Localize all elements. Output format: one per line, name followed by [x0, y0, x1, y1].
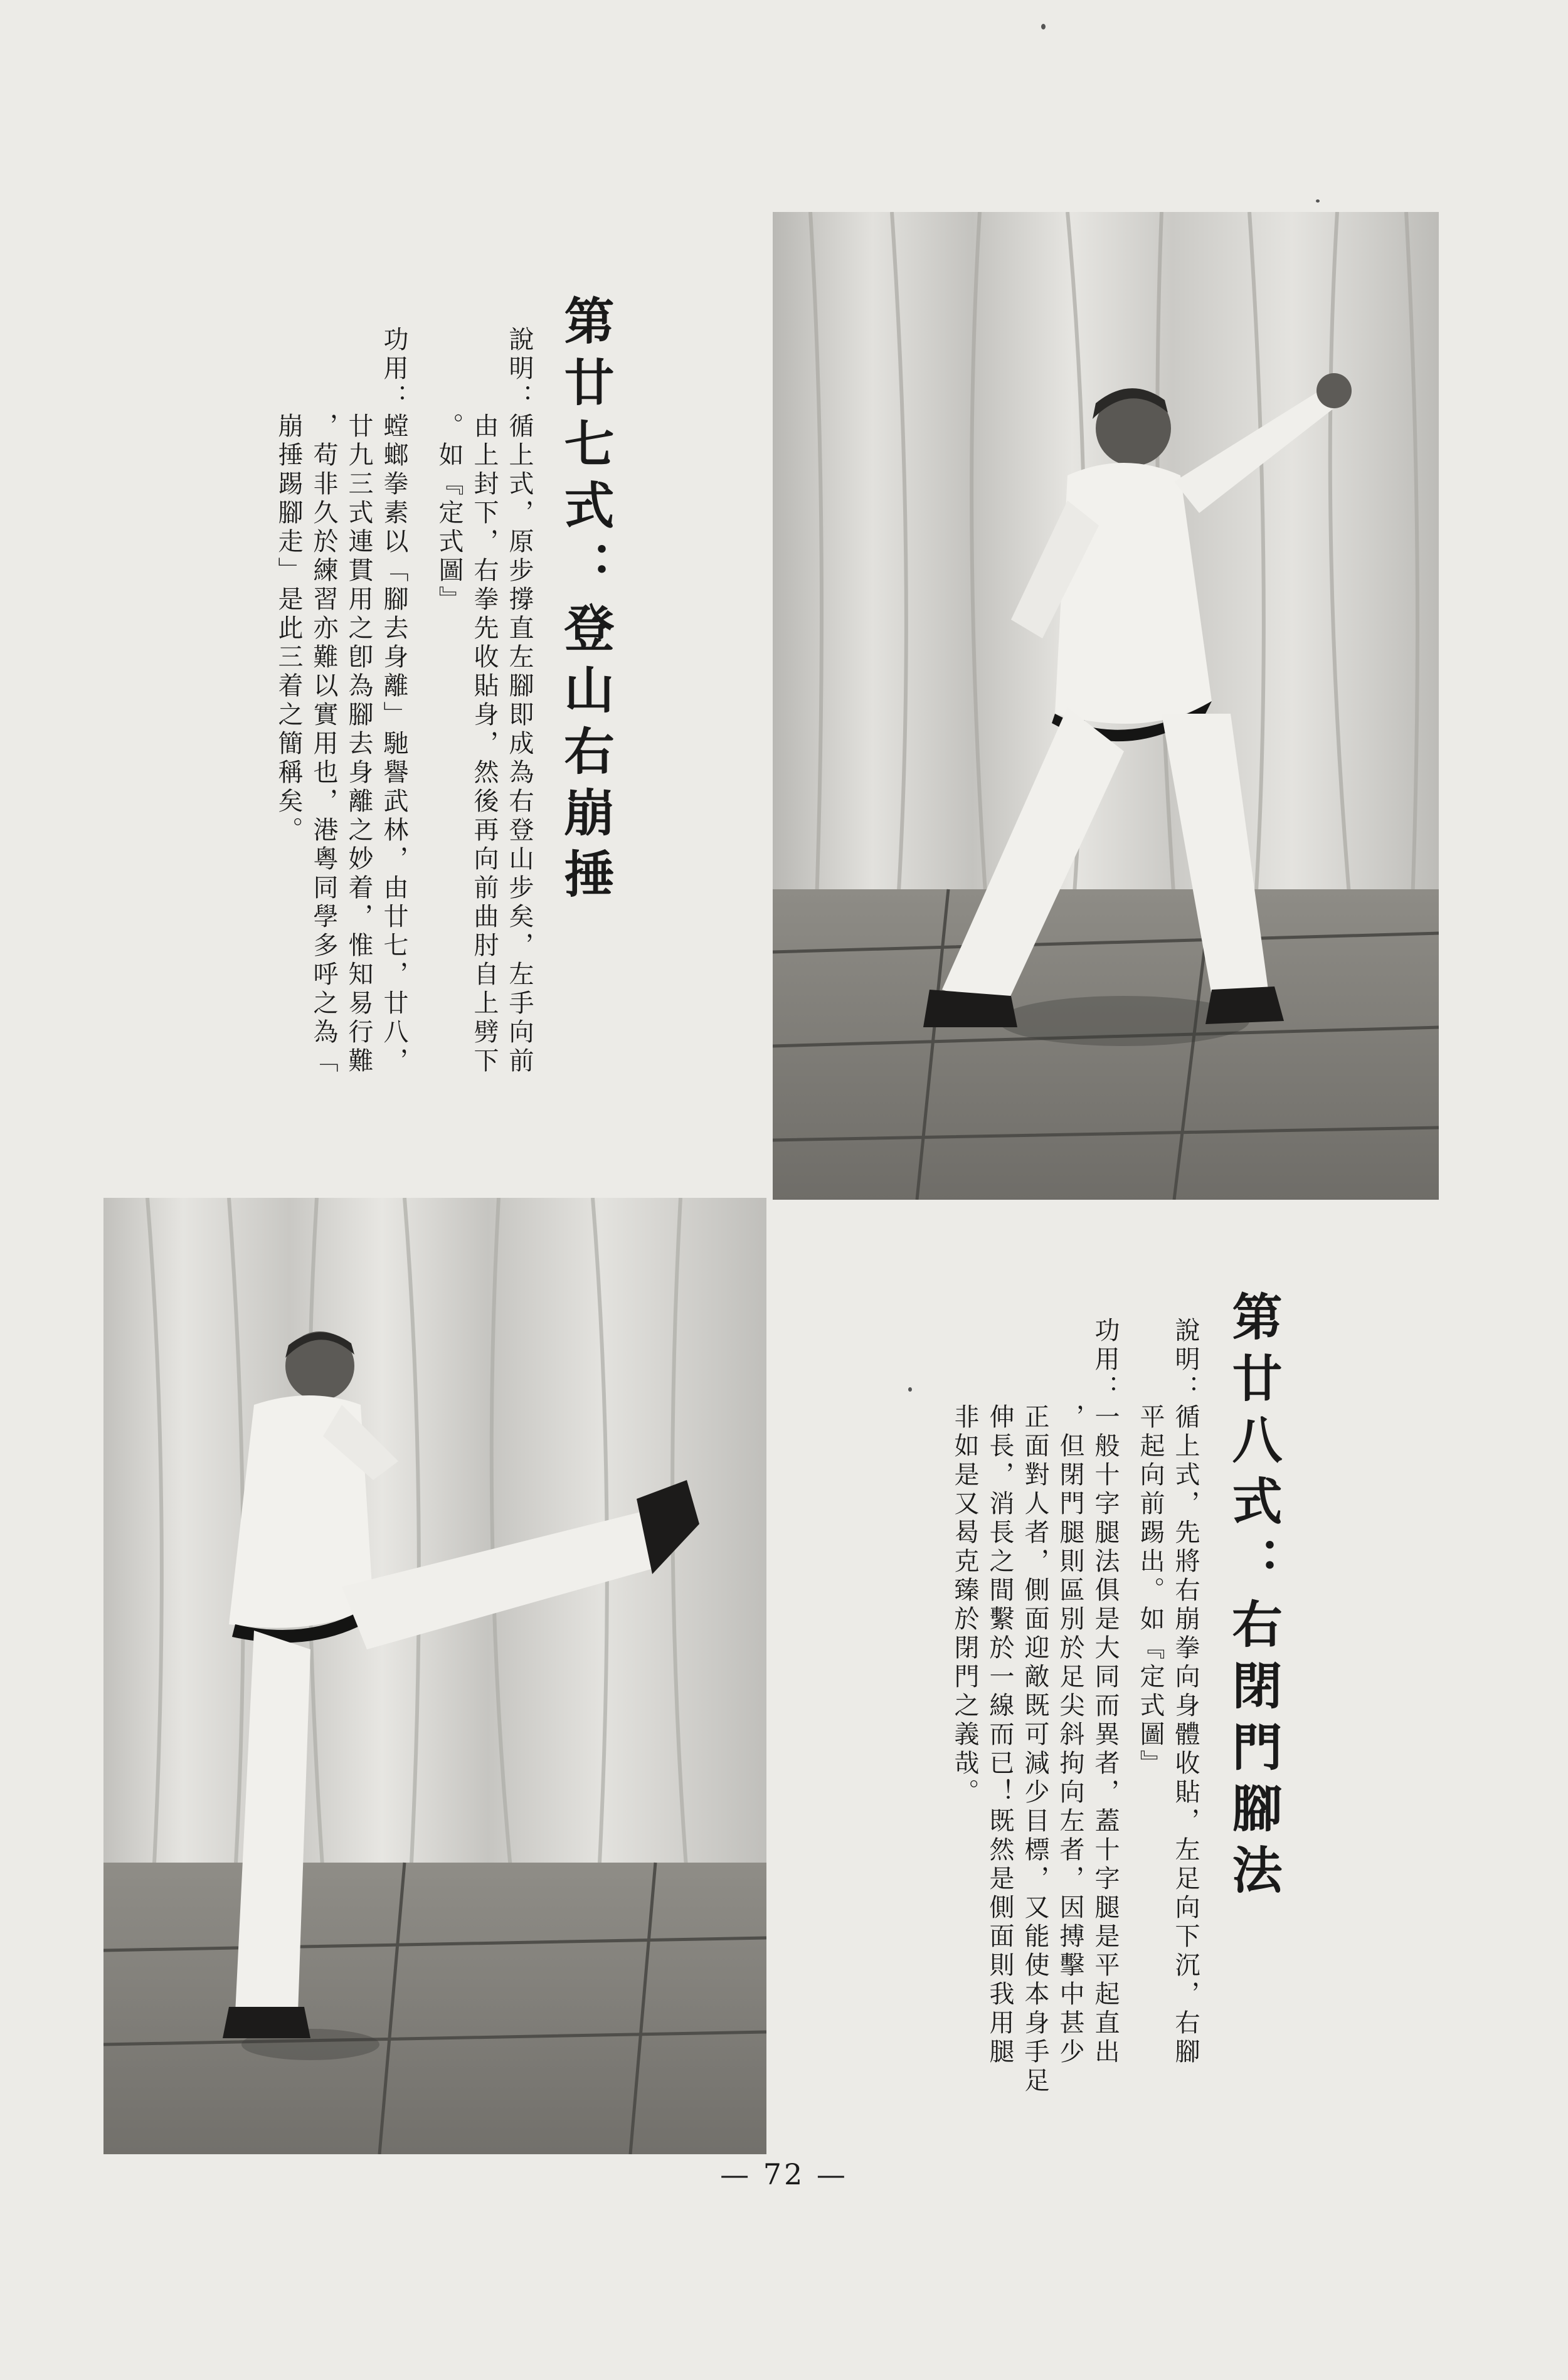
form27-function-line-2: 廿九三式連貫用之卽為腳去身離之妙着，惟知易行難	[344, 326, 373, 1076]
form28-title: 第廿八式：右閉門腳法	[1224, 1291, 1283, 1905]
photo-form28-kick	[103, 1198, 766, 2154]
form28-function-line-4: 伸長，消長之間繫於一線而已！既然是側面則我用腿	[985, 1317, 1014, 2067]
form27-function-line-1: 功用：螳螂拳素以「腳去身離」馳譽武林，由廿七，廿八，	[379, 326, 408, 1076]
page-number: — 72 —	[720, 2157, 848, 2191]
form28-explain-line-1: 說明：循上式，先將右崩拳向身體收貼，左足向下沉，右腳	[1171, 1317, 1200, 2067]
form27-function-line-4: 崩捶踢腳走」是此三着之簡稱矣。	[274, 326, 303, 845]
form27-title: 第廿七式：登山右崩捶	[556, 295, 615, 909]
form27-function-line-3: ，苟非久於練習亦難以實用也，港粵同學多呼之為「	[309, 326, 338, 1076]
paper-speck	[1041, 24, 1046, 29]
form27-explain-line-1: 說明：循上式，原步撐直左腳即成為右登山步矣，左手向前	[505, 326, 534, 1076]
form28-explain-line-2: 平起向前踢出。如『定式圖』	[1136, 1317, 1165, 1779]
form28-function-line-2: ，但閉門腿則區別於足尖斜拘向左者，因搏擊中甚少	[1056, 1317, 1084, 2067]
paper-speck	[908, 1387, 912, 1392]
form27-explain-line-2: 由上封下，右拳先收貼身，然後再向前曲肘自上劈下	[470, 326, 499, 1076]
photo-form27-stance	[773, 212, 1439, 1200]
form27-explain-line-3: 。如『定式圖』	[435, 326, 464, 615]
form28-function-line-5: 非如是又曷克臻於閉門之義哉。	[950, 1317, 979, 1807]
form28-function-line-3: 正面對人者，側面迎敵既可減少目標，又能使本身手足	[1020, 1317, 1049, 2096]
form28-function-line-1: 功用：一般十字腿法俱是大同而異者，蓋十字腿是平起直出	[1091, 1317, 1120, 2067]
paper-speck	[1316, 199, 1320, 203]
